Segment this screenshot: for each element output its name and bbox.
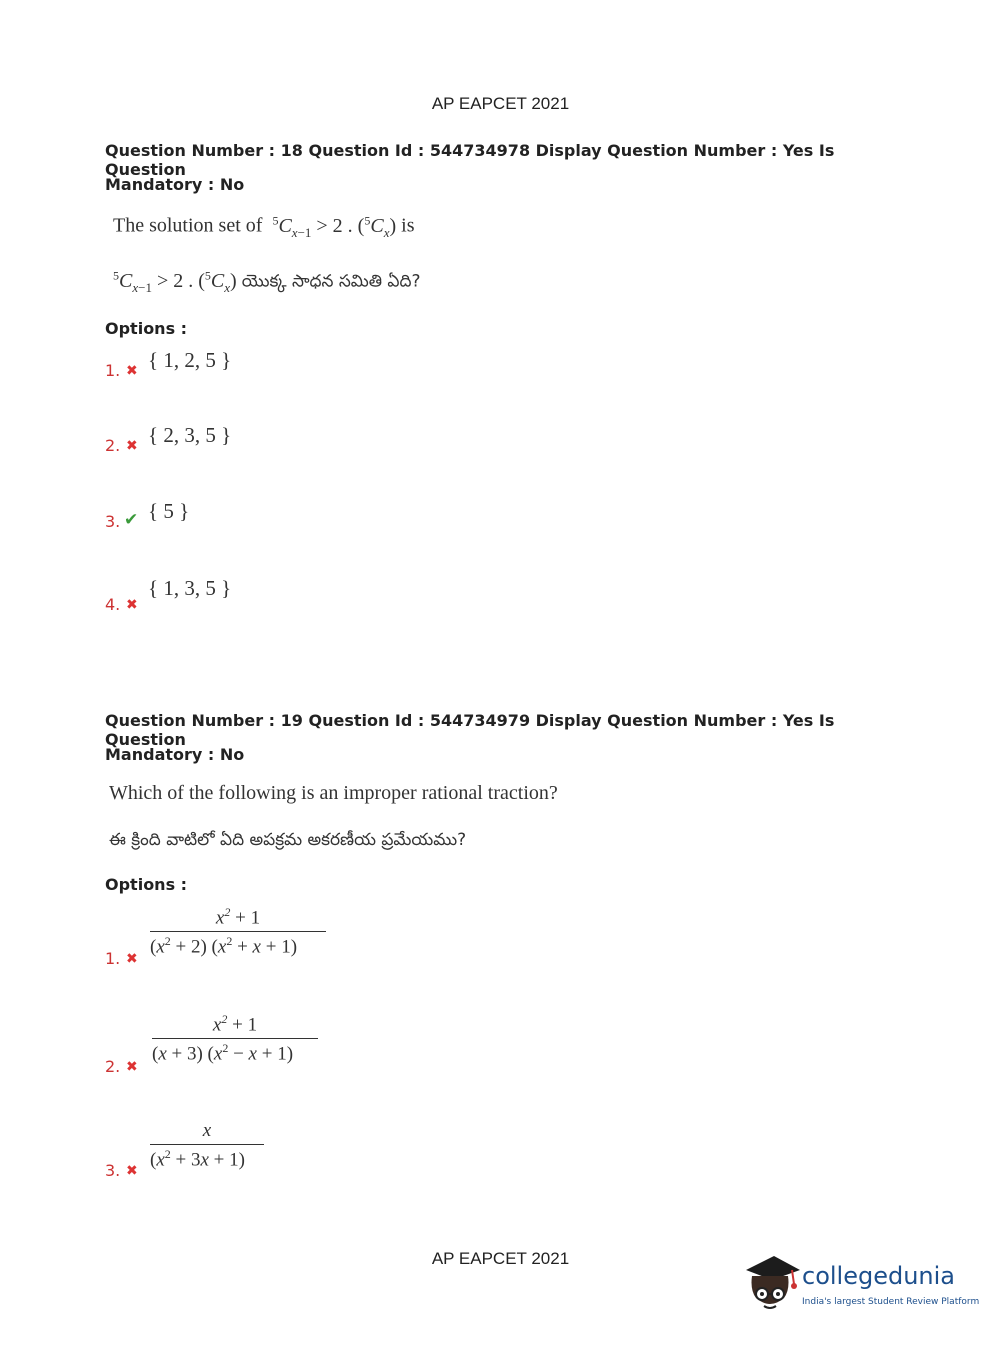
q18-option-3: { 5 }: [148, 499, 190, 523]
cross-icon: ✖: [126, 437, 138, 453]
q18-meta-line2: Mandatory : No: [105, 175, 245, 194]
fraction-denominator: $(x^2 + 3x + 1)$: [150, 1147, 245, 1171]
page-header: AP EAPCET 2021: [431, 94, 570, 113]
q18-option-4: { 1, 3, 5 }: [148, 576, 232, 600]
fraction-numerator: $x^2 + 1$: [212, 1012, 258, 1036]
q18-meta-line1: Question Number : 18 Question Id : 544734978 Display Question Number : Yes Is Question: [105, 141, 835, 179]
cross-icon: ✖: [126, 1058, 138, 1074]
cross-icon: ✖: [126, 950, 138, 966]
q18-option-2: { 2, 3, 5 }: [148, 423, 232, 447]
logo-tagline: India's largest Student Review Platform: [802, 1297, 980, 1307]
q18-option-4-number: 4.: [105, 595, 121, 614]
collegedunia-logo: [742, 1250, 980, 1320]
check-icon: ✔: [124, 510, 139, 529]
q18-option-3-number: 3.: [105, 512, 121, 531]
q19-meta-line1: Question Number : 19 Question Id : 544734979 Display Question Number : Yes Is Question: [105, 711, 835, 749]
q19-question-te: ఈ క్రింది వాటిలో ఏది అపక్రమ అకరణీయ ప్రమేయము?: [109, 830, 467, 850]
q18-option-2-number: 2.: [105, 436, 121, 455]
cross-icon: ✖: [126, 596, 138, 612]
fraction-numerator: $x^2 + 1$: [215, 905, 261, 929]
q19-option-2-fraction: [152, 1012, 318, 1066]
page-footer: AP EAPCET 2021: [431, 1249, 570, 1268]
q19-question-en: Which of the following is an improper rational traction?: [109, 782, 558, 804]
q18-question-te-text: యొక్క సాధన సమితి ఏది?: [241, 271, 421, 292]
fraction-denominator: $(x^2 + 2) (x^2 + x + 1)$: [150, 934, 298, 958]
q19-option-3-number: 3.: [105, 1161, 121, 1180]
cross-icon: ✖: [126, 1162, 138, 1178]
fraction-numerator: x: [202, 1120, 212, 1141]
fraction-denominator: (x + 3) $(x^2 - x + 1)$: [152, 1041, 294, 1065]
q18-question-te: [113, 268, 421, 296]
mascot-icon: [742, 1250, 800, 1316]
q18-formula: $^5C_{x-1} > 2$ . $(^5C_x)$: [272, 213, 397, 240]
q19-option-2-number: 2.: [105, 1057, 121, 1076]
q18-question-en-suffix: is: [401, 214, 415, 237]
q18-options-label: Options :: [105, 319, 188, 338]
q19-options-label: Options :: [105, 875, 188, 894]
q18-question-en: [113, 213, 415, 241]
q18-option-1: { 1, 2, 5 }: [148, 348, 232, 372]
cross-icon: ✖: [126, 362, 138, 378]
q19-option-3-fraction: [150, 1120, 264, 1171]
q18-formula-te: $^5C_{x-1} > 2$ . $(^5C_x)$: [113, 268, 237, 295]
logo-name: collegedunia: [802, 1262, 956, 1290]
q18-question-en-prefix: The solution set of: [113, 214, 263, 237]
q19-option-1-number: 1.: [105, 949, 121, 968]
q19-meta-line2: Mandatory : No: [105, 745, 245, 764]
q18-option-1-number: 1.: [105, 361, 121, 380]
q19-option-1-fraction: [150, 905, 326, 959]
